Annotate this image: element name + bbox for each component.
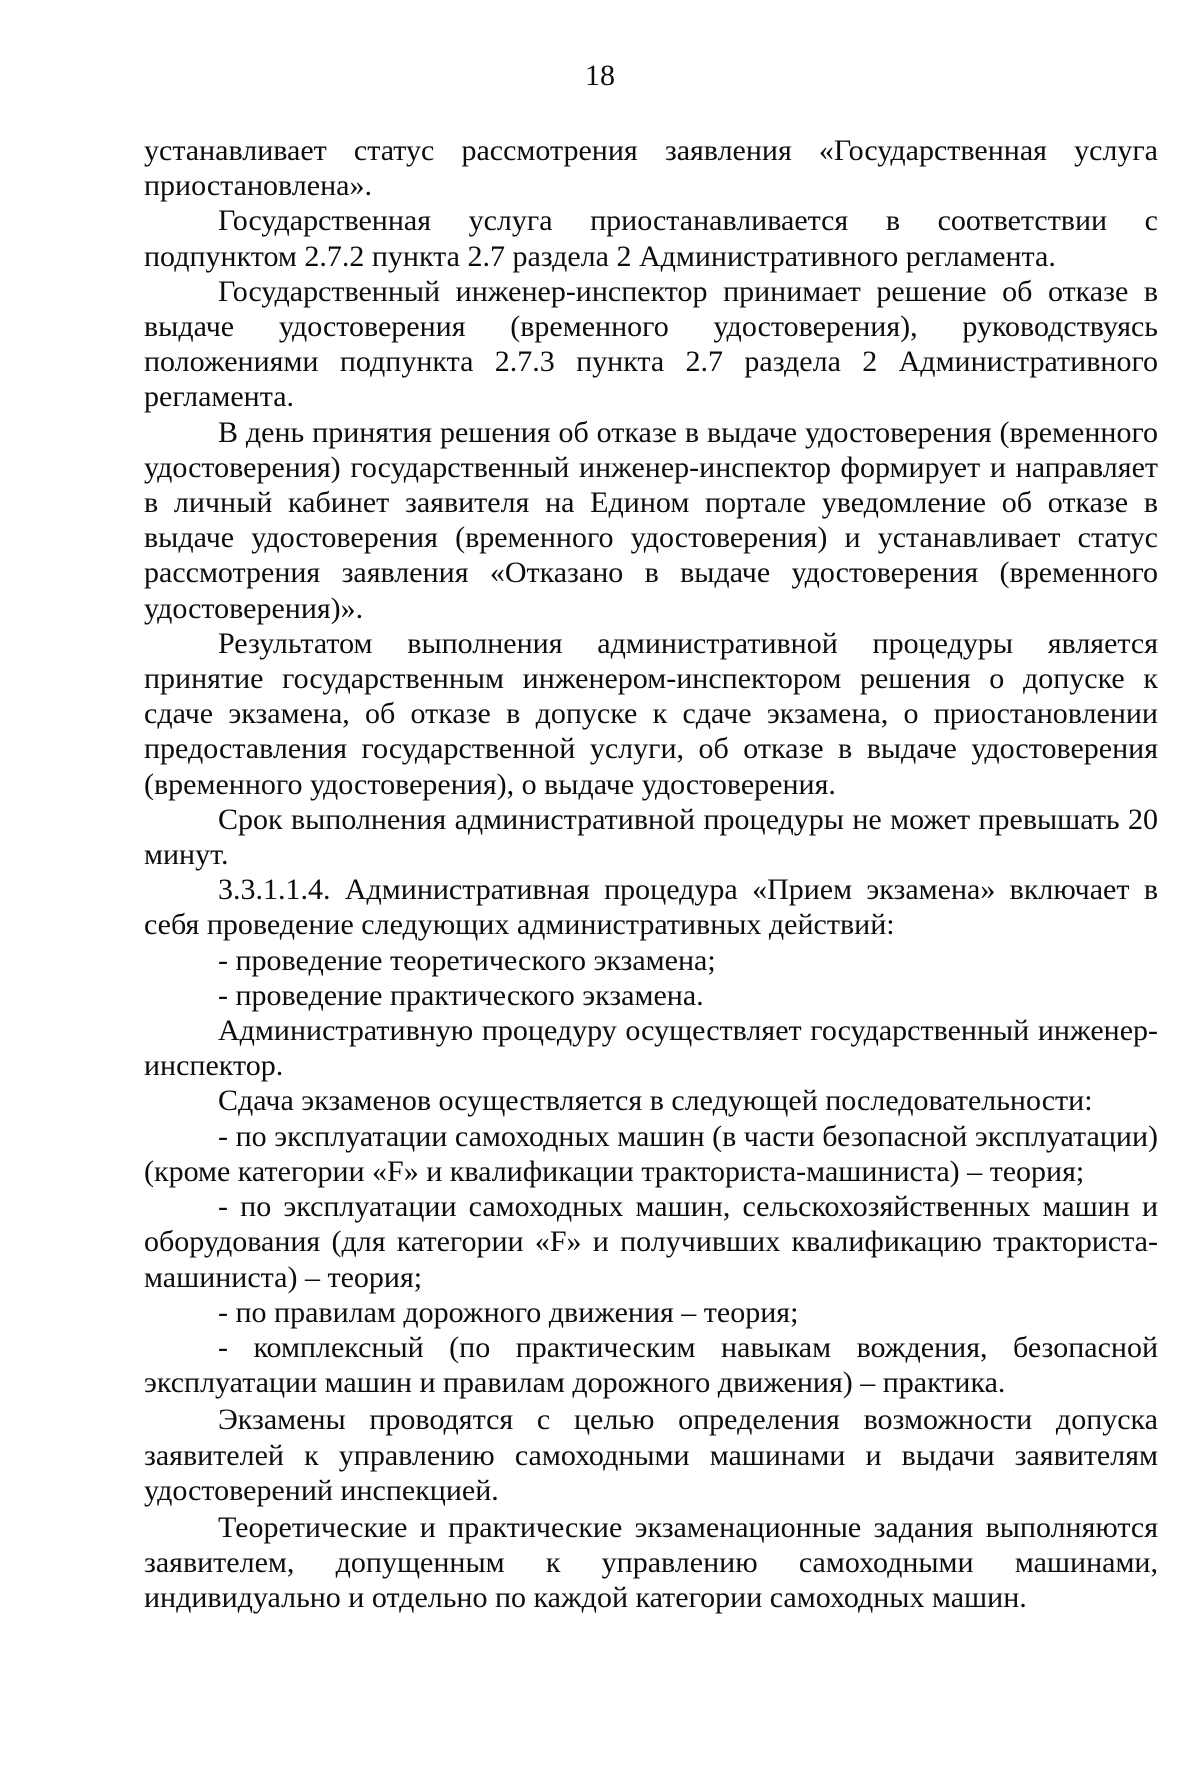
paragraph-procedure-duration: Срок выполнения административной процедуры не может превышать 20 минут. (144, 802, 1158, 872)
list-item-operation-theory: - по эксплуатации самоходных машин (в части безопасной эксплуатации) (кроме категории «F» и квалификации тракториста-машиниста) – теория; (144, 1119, 1158, 1188)
list-item-complex-practice: - комплексный (по практическим навыкам вождения, безопасной эксплуатации машин и правилам дорожного движения) – практика. (144, 1330, 1158, 1400)
paragraph-exam-purpose: Экзамены проводятся с целью определения возможности допуска заявителей к управлению самоходными машинами и выдачи заявителям удостоверений инспекцией. (144, 1403, 1158, 1507)
paragraph-refusal-decision: Государственный инженер-инспектор принимает решение об отказе в выдаче удостоверения (временного удостоверения), руководствуясь положениями подпункта 2.7.3 пункта 2.7 раздела 2 Административного регламента. (144, 274, 1158, 414)
page-number: 18 (585, 59, 615, 92)
list-item-agricultural-theory: - по эксплуатации самоходных машин, сельскохозяйственных машин и оборудования (для категории «F» и получивших квалификацию тракториста-машиниста) – теория; (144, 1190, 1158, 1294)
paragraph-procedure-executor: Административную процедуру осуществляет государственный инженер-инспектор. (144, 1014, 1158, 1083)
list-item-practical-exam: - проведение практического экзамена. (218, 978, 704, 1012)
list-item-theory-exam: - проведение теоретического экзамена; (218, 943, 716, 977)
paragraph-exam-procedure: 3.3.1.1.4. Административная процедура «Прием экзамена» включает в себя проведение следующих административных действий: (144, 873, 1158, 942)
paragraph-exam-sequence: Сдача экзаменов осуществляется в следующей последовательности: (218, 1084, 1093, 1118)
document-body (144, 133, 1158, 1616)
paragraph-exam-tasks: Теоретические и практические экзаменационные задания выполняются заявителем, допущенным к управлению самоходными машинами, индивидуально и отдельно по каждой категории самоходных машин. (144, 1510, 1158, 1615)
paragraph-suspension-basis: Государственная услуга приостанавливается в соответствии с подпунктом 2.7.2 пункта 2.7 раздела 2 Административного регламента. (144, 204, 1158, 273)
paragraph-procedure-result: Результатом выполнения административной процедуры является принятие государственным инженером-инспектором решения о допуске к сдаче экзамена, об отказе в допуске к сдаче экзамена, о приостановлении предоставления государственной услуги, об отказе в выдаче удостоверения (временного удостоверения), о выдаче удостоверения. (144, 626, 1158, 801)
list-item-traffic-rules-theory: - по правилам дорожного движения – теория; (218, 1295, 799, 1329)
paragraph-refusal-notification: В день принятия решения об отказе в выдаче удостоверения (временного удостоверения) государственный инженер-инспектор формирует и направляет в личный кабинет заявителя на Едином портале уведомление об отказе в выдаче удостоверения (временного удостоверения) и устанавливает статус рассмотрения заявления «Отказано в выдаче удостоверения (временного удостоверения)». (144, 415, 1158, 625)
paragraph-status-suspended: устанавливает статус рассмотрения заявления «Государственная услуга приостановлена». (144, 134, 1158, 203)
